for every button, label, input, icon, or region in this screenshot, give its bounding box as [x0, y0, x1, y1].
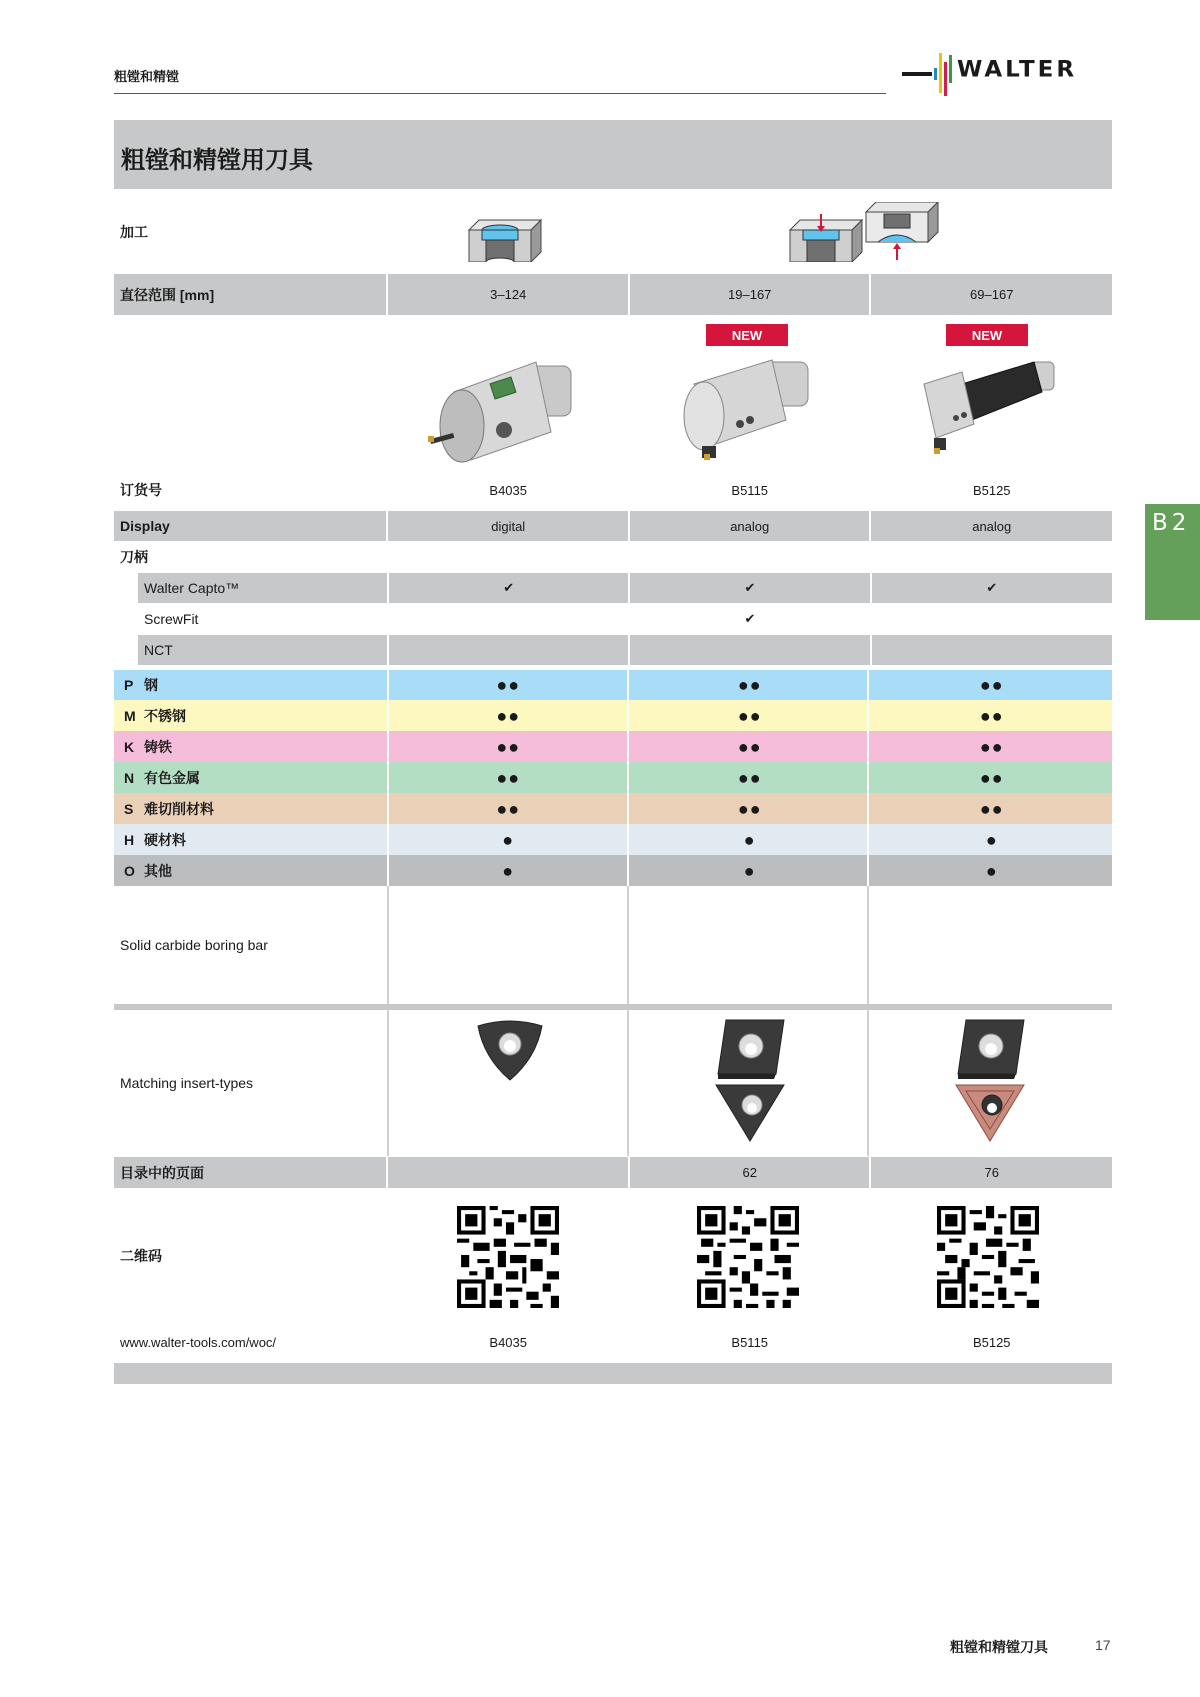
order-number-label: 订货号 — [120, 482, 162, 498]
check-icon: ✔ — [872, 573, 1112, 603]
shank-capto-label: Walter Capto™ — [138, 573, 387, 603]
suitability-dots: ●● — [872, 731, 1113, 762]
insert-trigon-icon — [474, 1018, 546, 1082]
material-code: M — [124, 707, 136, 724]
material-name: 硬材料 — [144, 831, 186, 848]
material-name: 难切削材料 — [144, 800, 214, 817]
suitability-dots: ●● — [388, 700, 628, 731]
catalog-page-link[interactable]: 62 — [630, 1157, 870, 1188]
diameter-row — [114, 274, 1112, 315]
suitability-dots: ●● — [630, 670, 870, 700]
order-number-value: B5115 — [731, 482, 769, 498]
material-row-k — [114, 731, 1112, 762]
chapter-tab[interactable] — [1145, 504, 1200, 620]
material-code: N — [124, 769, 135, 786]
qr-code-icon[interactable] — [937, 1206, 1039, 1308]
check-icon: ✔ — [630, 573, 869, 603]
catalog-page-row — [114, 1157, 1112, 1188]
order-number-value: B5125 — [972, 482, 1011, 498]
shank-nct-value — [389, 635, 628, 665]
logo-bar-blue — [934, 68, 937, 80]
material-code: K — [124, 738, 135, 755]
column-gap — [387, 670, 389, 886]
diameter-value: 69–167 — [871, 274, 1112, 315]
shank-nct-value — [872, 635, 1112, 665]
logo-wordmark: WALTER — [957, 57, 1078, 83]
check-icon: ✔ — [744, 611, 756, 626]
catalog-page-value — [388, 1157, 628, 1188]
insert-triangle-icon — [714, 1083, 786, 1143]
check-icon — [389, 604, 628, 634]
walter-logo — [902, 40, 1112, 95]
suitability-dots: ● — [630, 824, 870, 855]
shank-capto-row — [114, 573, 1112, 603]
machining-rough-icon — [788, 214, 864, 262]
material-code: S — [124, 800, 134, 817]
chapter-tab-label: B2 — [1152, 510, 1191, 536]
column-divider — [627, 1010, 629, 1156]
display-value: analog — [630, 511, 870, 541]
column-divider — [387, 1010, 389, 1156]
display-value: analog — [871, 511, 1112, 541]
table-footer-band — [114, 1363, 1112, 1384]
suitability-dots: ●● — [872, 670, 1113, 700]
qr-label: 二维码 — [120, 1248, 162, 1264]
suitability-dots: ●● — [872, 793, 1113, 824]
shank-nct-label: NCT — [138, 635, 387, 665]
suitability-dots: ● — [630, 855, 870, 886]
material-code: H — [124, 831, 135, 848]
new-badge: NEW — [946, 324, 1028, 346]
tool-image-b5115 — [676, 354, 816, 464]
woc-code[interactable]: B5125 — [972, 1334, 1011, 1350]
suitability-dots: ● — [872, 824, 1113, 855]
shank-nct-row — [114, 635, 1112, 665]
check-icon: ✔ — [389, 573, 628, 603]
material-code: O — [124, 862, 135, 879]
material-row-n — [114, 762, 1112, 793]
column-gap — [867, 670, 869, 886]
logo-bar-yellow — [939, 53, 942, 93]
suitability-dots: ●● — [388, 731, 628, 762]
qr-code-icon[interactable] — [697, 1206, 799, 1308]
display-label: Display — [114, 511, 386, 541]
solid-carbide-label: Solid carbide boring bar — [120, 937, 268, 953]
suitability-dots: ●● — [388, 670, 628, 700]
column-divider — [627, 886, 629, 1004]
logo-bar-red — [944, 62, 947, 96]
header-rule — [114, 93, 886, 94]
material-row-m — [114, 700, 1112, 731]
tool-image-b4035 — [426, 352, 586, 467]
material-name: 不锈钢 — [144, 707, 186, 724]
suitability-dots: ●● — [630, 700, 870, 731]
order-number-value: B4035 — [489, 482, 527, 498]
order-number-row — [114, 476, 1112, 504]
shank-screwfit-label: ScrewFit — [144, 611, 199, 627]
suitability-dots: ● — [388, 824, 628, 855]
machining-back-boring-icon — [864, 202, 940, 262]
suitability-dots: ● — [388, 855, 628, 886]
diameter-value: 3–124 — [388, 274, 628, 315]
insert-triangle-coated-icon — [954, 1083, 1026, 1143]
material-name: 其他 — [144, 862, 172, 879]
material-row-s — [114, 793, 1112, 824]
material-name: 有色金属 — [144, 769, 200, 786]
suitability-dots: ●● — [872, 762, 1113, 793]
tool-image-b5125 — [914, 354, 1059, 464]
column-divider — [867, 886, 869, 1004]
column-gap — [627, 670, 629, 886]
machining-label: 加工 — [120, 224, 148, 240]
suitability-dots: ●● — [630, 762, 870, 793]
woc-code[interactable]: B5115 — [731, 1334, 769, 1350]
suitability-dots: ●● — [872, 700, 1113, 731]
suitability-dots: ●● — [388, 793, 628, 824]
inserts-label: Matching insert-types — [120, 1075, 254, 1091]
insert-rhombic-icon — [954, 1018, 1026, 1080]
catalog-page-link[interactable]: 76 — [871, 1157, 1112, 1188]
shank-label: 刀柄 — [120, 549, 148, 565]
machining-boring-icon — [467, 218, 543, 262]
suitability-dots: ●● — [388, 762, 628, 793]
catalog-page-label: 目录中的页面 — [114, 1157, 386, 1188]
diameter-label: 直径范围 [mm] — [114, 274, 386, 315]
logo-dash — [902, 72, 932, 76]
column-divider — [867, 1010, 869, 1156]
footer-title: 粗镗和精镗刀具 — [950, 1639, 1048, 1655]
page-number: 17 — [1095, 1637, 1111, 1653]
qr-code-icon[interactable] — [457, 1206, 559, 1308]
diameter-value: 19–167 — [630, 274, 870, 315]
material-row-o — [114, 855, 1112, 886]
section-label: 粗镗和精镗 — [114, 69, 180, 84]
shank-row — [114, 543, 1112, 571]
woc-url-link[interactable]: www.walter-tools.com/woc/ — [120, 1334, 277, 1350]
suitability-dots: ● — [872, 855, 1113, 886]
solid-carbide-row — [114, 886, 1112, 1004]
insert-rhombic-icon — [714, 1018, 786, 1080]
suitability-dots: ●● — [630, 731, 870, 762]
url-row — [114, 1328, 1112, 1356]
machining-row — [114, 208, 1112, 264]
logo-bar-green — [949, 55, 952, 83]
woc-code[interactable]: B4035 — [489, 1334, 527, 1350]
check-icon — [872, 604, 1112, 634]
material-row-p — [114, 670, 1112, 700]
suitability-dots: ●● — [630, 793, 870, 824]
page-title: 粗镗和精镗用刀具 — [121, 147, 313, 174]
material-name: 铸铁 — [144, 738, 172, 755]
page-title-band — [114, 120, 1112, 189]
material-row-h — [114, 824, 1112, 855]
material-code: P — [124, 677, 134, 693]
shank-screwfit-row — [114, 604, 1112, 634]
column-divider — [387, 886, 389, 1004]
display-value: digital — [388, 511, 628, 541]
material-name: 钢 — [144, 677, 158, 693]
new-badge: NEW — [706, 324, 788, 346]
display-row — [114, 511, 1112, 541]
shank-nct-value — [630, 635, 869, 665]
